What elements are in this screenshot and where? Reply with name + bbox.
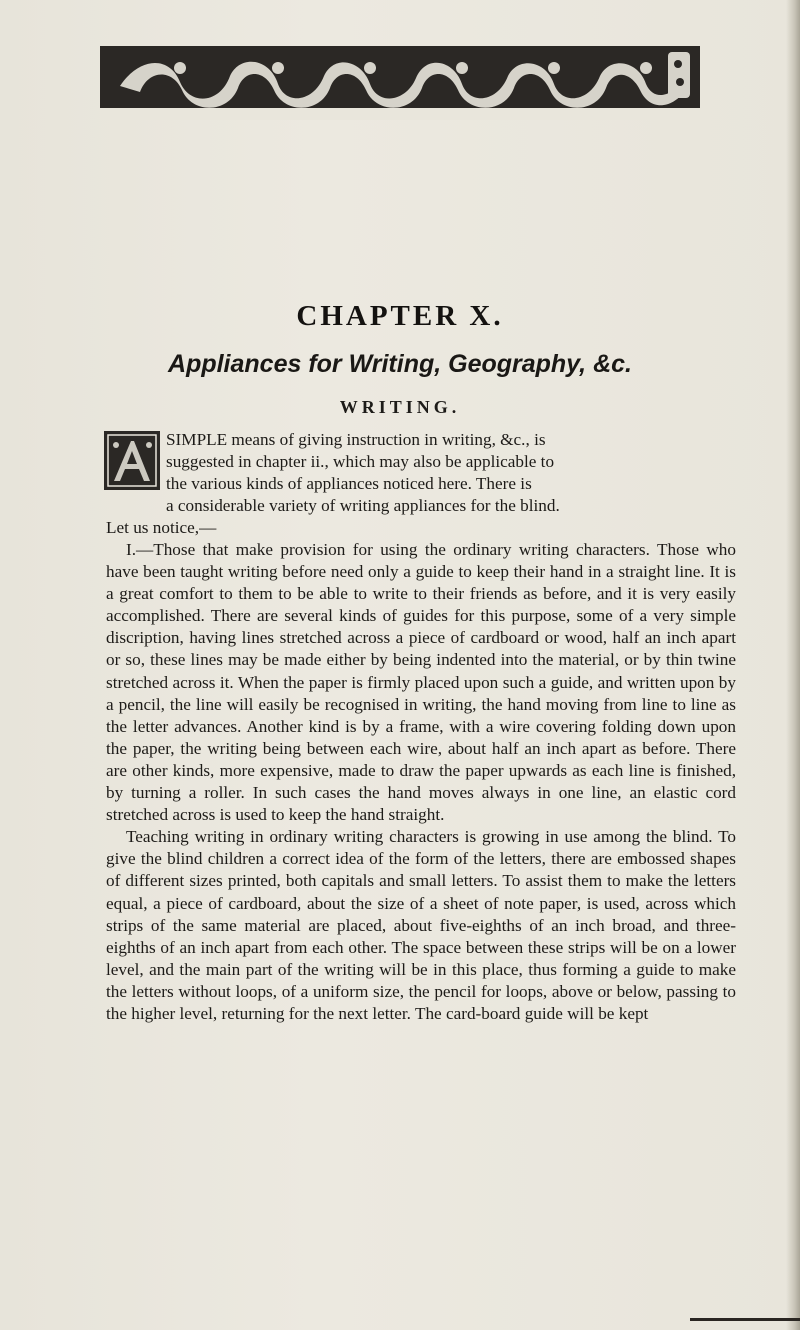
page-edge-shadow <box>786 0 800 1330</box>
opening-line-4: a considerable variety of writing appliances for the blind. <box>166 496 560 516</box>
paragraph-guides: I.—Those that make provision for using the ordinary writing characters. Those who have been taught writing before need only a guide to keep their hand in a straight line. It is a great comfort to them to be able to write to their friends as before, and it is very easily accomplished. There are several kinds of guides for this purpose, some of a very simple discription, having lines stretched across a piece of cardboard or wood, half an inch apart or so, these lines may be made either by being indented into the material, or by thin twine stretched across it. When the paper is firmly placed upon such a guide, and written upon by a pencil, the line will easily be recognised in writing, the hand moving from line to line as the letter advances. Another kind is by a frame, with a wire covering folding down upon the paper, the writing being between each wire, about half an inch apart as before. There are other kinds, more expensive, made to draw the paper upwards as each line is finished, by turning a roller. In such cases the hand moves always in one line, an elastic cord stretched across is used to keep the hand straight. <box>106 540 736 825</box>
opening-paragraph <box>166 429 736 517</box>
body-paragraphs <box>106 539 736 1025</box>
section-heading: WRITING. <box>339 397 461 417</box>
let-us-notice-line: Let us notice,— <box>106 518 217 537</box>
chapter-title: Appliances for Writing, Geography, &c. <box>168 350 632 378</box>
opening-line-2: suggested in chapter ii., which may also be applicable to <box>166 452 555 472</box>
chapter-heading: CHAPTER X. <box>296 300 504 332</box>
opening-line-3: the various kinds of appliances noticed here. There is <box>166 474 532 494</box>
drop-cap-initial-a <box>104 431 160 490</box>
decorative-header-ornament <box>100 46 700 120</box>
page-bottom-rule <box>690 1318 800 1321</box>
paragraph-teaching: Teaching writing in ordinary writing characters is growing in use among the blind. To give the blind children a correct idea of the form of the letters, there are embossed shapes of different sizes printed, both capitals and small letters. To assist them to make the letters equal, a piece of cardboard, about the size of a sheet of note paper, is used, across which strips of the same material are placed, about five-eighths of an inch broad, and three-eighths of an inch apart from each other. The space between these strips will be on a lower level, and the main part of the writing will be in this place, thus forming a guide to make the letters without loops, of a uniform size, the pencil for loops, above or below, passing to the higher level, returning for the next letter. The card-board guide will be kept <box>106 827 736 1023</box>
opening-line-1: SIMPLE means of giving instruction in writing, &c., is <box>166 430 546 449</box>
